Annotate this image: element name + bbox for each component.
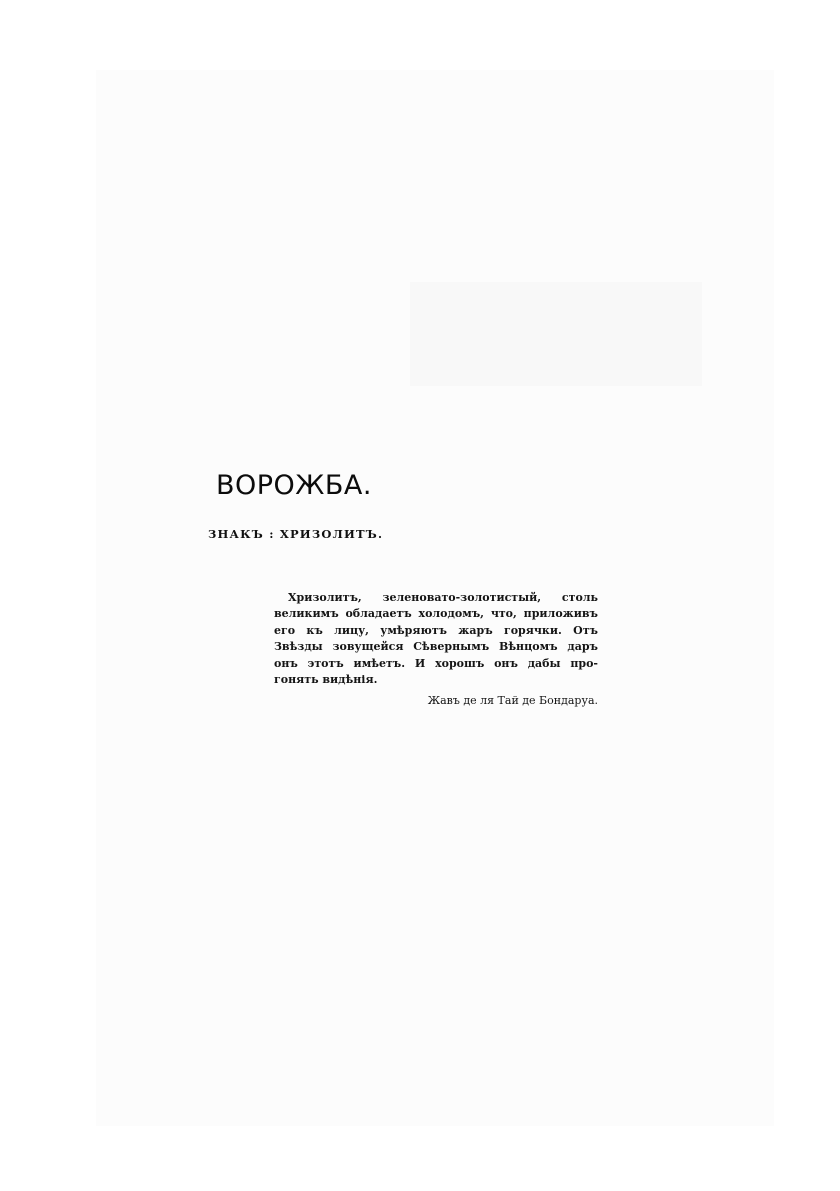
- faded-area: [410, 282, 702, 386]
- sign-heading: ЗНАКЪ : ХРИЗОЛИТЪ.: [208, 527, 384, 541]
- body-paragraph: [274, 590, 598, 688]
- paragraph-line: Хризолитъ, зеленовато-золотистый, столь: [288, 591, 598, 604]
- author-attribution: Жавъ де ля Тай де Бондаруа.: [427, 694, 598, 707]
- paragraph-line: его къ лицу, умѣряютъ жаръ горячки. Отъ: [274, 623, 598, 637]
- paragraph-line: Звѣзды зовущейся Сѣвернымъ Вѣнцомъ даръ: [274, 640, 598, 654]
- paragraph-line: гонять видѣнія.: [274, 673, 378, 687]
- paragraph-line: великимъ обладаетъ холодомъ, что, приложивъ: [274, 607, 598, 621]
- paragraph-line: онъ этотъ имѣетъ. И хорошъ онъ дабы про-: [274, 656, 598, 670]
- page-title: ВОРОЖБА.: [216, 470, 372, 501]
